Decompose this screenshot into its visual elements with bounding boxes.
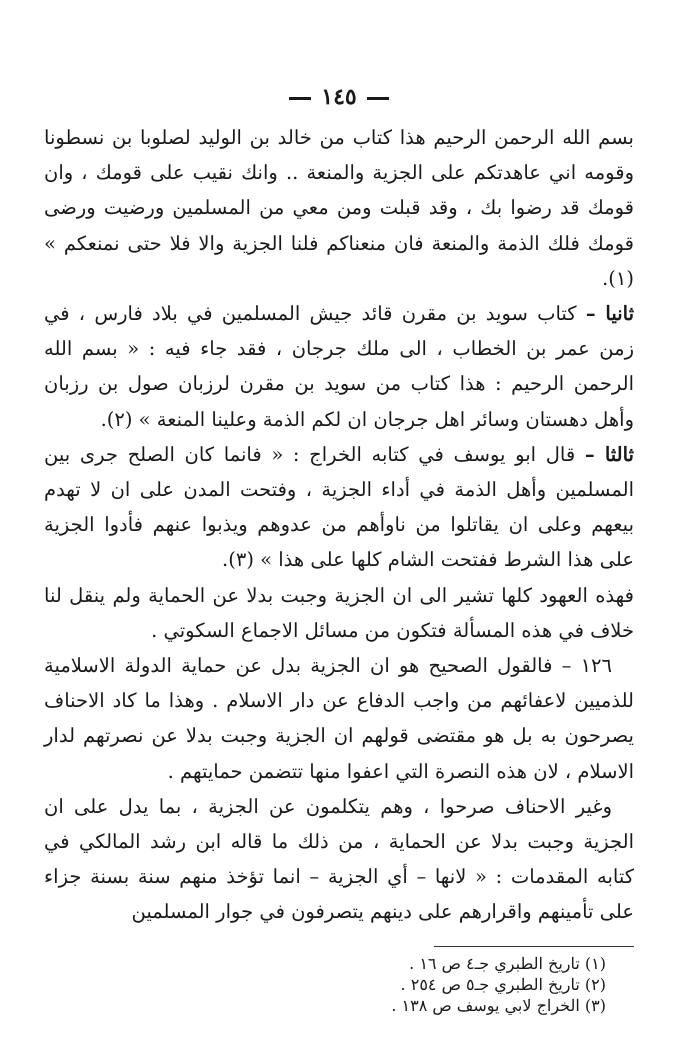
page-number [44, 84, 634, 110]
paragraph [44, 648, 634, 789]
paragraph-text: فهذه العهود كلها تشير الى ان الجزية وجبت بدلا عن الحماية ولم ينقل لنا خلاف في هذه المسألة فتكون من مسائل الاجماع السكوتي . [44, 583, 634, 642]
paragraph-lead: ثانيا – [585, 302, 635, 326]
paragraph-text: ١٢٦ – فالقول الصحيح هو ان الجزية بدل عن حماية الدولة الاسلامية للذميين لاعفائهم من واجب الدفاع عن دار الاسلام . وهذا ما كاد الاحناف يصرحون به بل هو مقتضى قولهم ان الجزية وجبت بدلا عن نصرتهم لدار الاسلام ، لان هذه النصرة التي اعفوا منها تتضمن حمايتهم . [44, 654, 634, 783]
footnote: (٣) الخراج لابي يوسف ص ١٣٨ . [391, 995, 606, 1015]
page-number-dash-left [367, 97, 389, 100]
document-page [44, 84, 634, 1016]
paragraph [44, 578, 634, 648]
paragraph [44, 296, 634, 437]
page-number-text: ١٤٥ [321, 84, 357, 110]
footnotes [44, 953, 634, 1016]
paragraph-text: كتاب سويد بن مقرن قائد جيش المسلمين في بلاد فارس ، في زمن عمر بن الخطاب ، الى ملك جرجان ، فقد جاء فيه : « بسم الله الرحمن الرحيم : هذا كتاب من سويد بن مقرن لرزبان صول بن رزبان وأهل دهستان وسائر اهل جرجان ان لكم الذمة وعلينا المنعة » (٢). [44, 302, 634, 431]
paragraph [44, 437, 634, 578]
footnote: (٢) تاريخ الطبري جـ٥ ص ٢٥٤ . [400, 974, 606, 994]
paragraph [44, 789, 634, 930]
paragraph-text: بسم الله الرحمن الرحيم هذا كتاب من خالد بن الوليد لصلوبا بن نسطونا وقومه اني عاهدتكم على الجزية والمنعة .. وانك نقيب على قومك ، وان قومك قد رضوا بك ، وقد قبلت ومن معي من المسلمين ورضيت ورضى قومك فلك الذمة والمنعة فان منعناكم فلنا الجزية والا فلا حتى نمنعكم » (١). [44, 126, 634, 290]
paragraph-lead: ثالثا – [584, 442, 634, 466]
page-number-dash-right [289, 97, 311, 100]
paragraph [44, 120, 634, 296]
paragraph-text: قال ابو يوسف في كتابه الخراج : « فانما كان الصلح جرى بين المسلمين وأهل الذمة في أداء الجزية ، وفتحت المدن على ان لا تهدم بيعهم وعلى ان يقاتلوا من ناوأهم من عدوهم ويذبوا عنهم فأدوا الجزية على هذا الشرط ففتحت الشام كلها على هذا » (٣). [44, 442, 634, 572]
body-text [44, 120, 634, 930]
footnote: (١) تاريخ الطبري جـ٤ ص ١٦ . [409, 953, 606, 973]
paragraph-text: وغير الاحناف صرحوا ، وهم يتكلمون عن الجزية ، بما يدل على ان الجزية وجبت بدلا عن الحماية ، من ذلك ما قاله ابن رشد المالكي في كتابه المقدمات : « لانها – أي الجزية – انما تؤخذ منهم سنة بسنة جزاء على تأمينهم واقرارهم على دينهم يتصرفون في جوار المسلمين [44, 794, 634, 924]
footnote-divider [434, 946, 634, 947]
